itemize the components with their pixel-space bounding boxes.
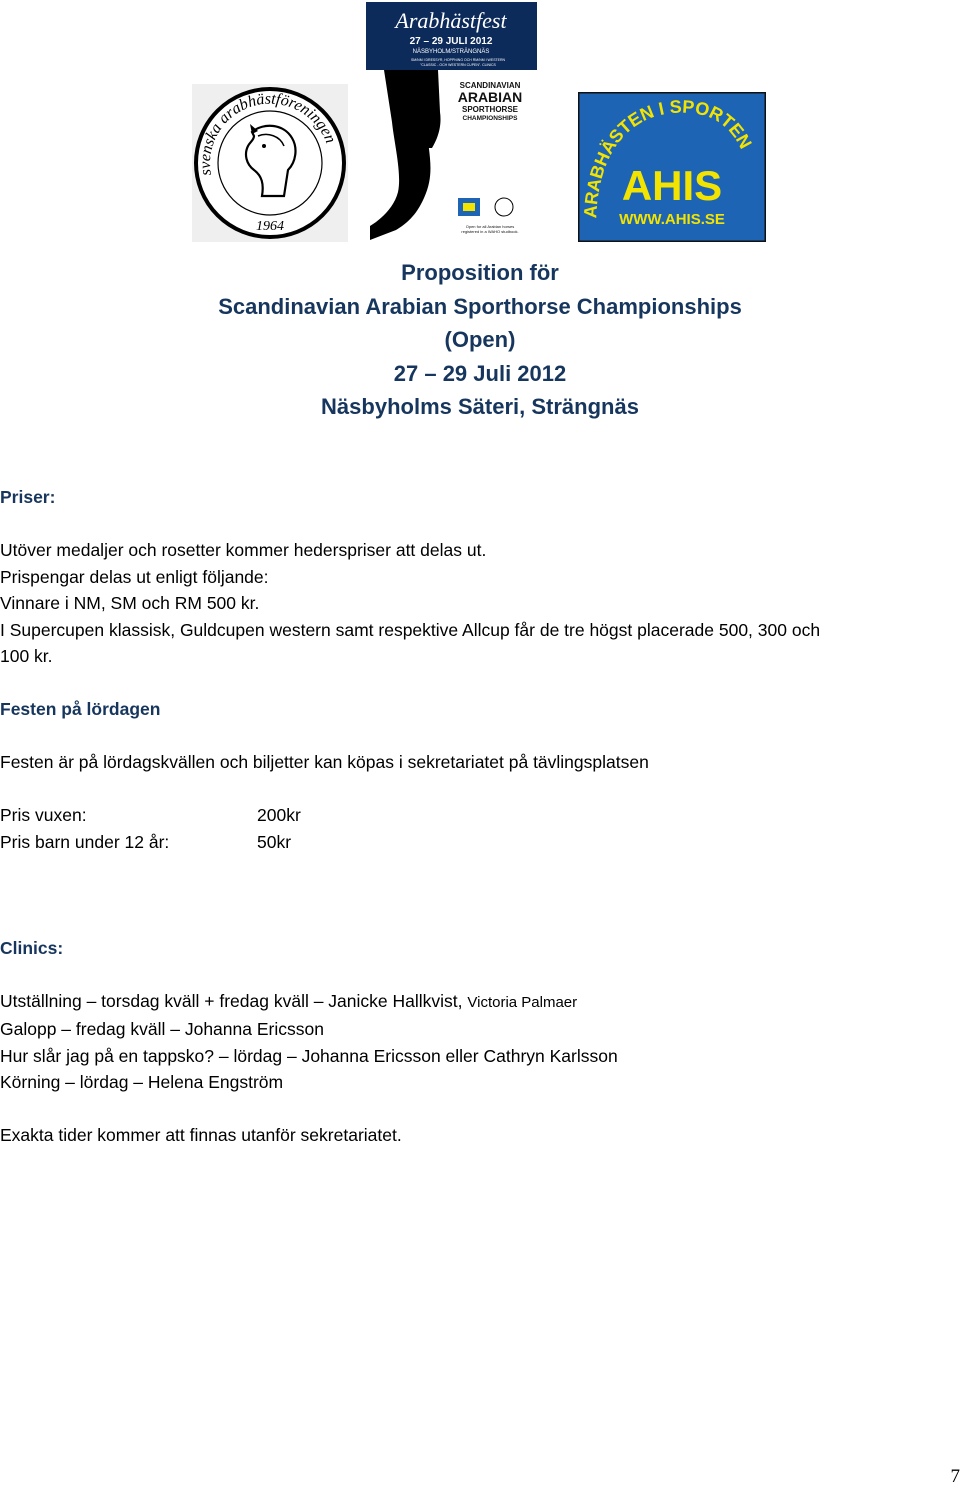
svg-text:Arabhästfest: Arabhästfest bbox=[395, 8, 507, 33]
title-line-dates: 27 – 29 Juli 2012 bbox=[393, 360, 567, 386]
svg-text:SPORTHORSE: SPORTHORSE bbox=[461, 105, 519, 114]
title-line-championship: Scandinavian Arabian Sporthorse Championships bbox=[218, 293, 742, 319]
clinic-utstallning-text: Utställning – torsdag kväll + fredag kväll – Janicke Hallkvist, bbox=[0, 990, 468, 1011]
page-number: 7 bbox=[950, 1466, 960, 1487]
svg-text:ARABIAN: ARABIAN bbox=[457, 89, 523, 105]
svg-text:CHAMPIONSHIPS: CHAMPIONSHIPS bbox=[462, 115, 518, 122]
prizes-text-4: I Supercupen klassisk, Guldcupen western samt respektive Allcup får de tre högst placerade 500, 300 och bbox=[0, 619, 821, 640]
party-heading: Festen på lördagen bbox=[0, 699, 161, 719]
clinic-item-galopp: Galopp – fredag kväll – Johanna Ericsson bbox=[0, 1019, 324, 1039]
svg-text:Open for all Arabian horses: Open for all Arabian horses bbox=[465, 224, 515, 229]
svg-text:WWW.AHIS.SE: WWW.AHIS.SE bbox=[619, 211, 725, 228]
clinic-item-korning: Körning – lördag – Helena Engström bbox=[0, 1072, 284, 1092]
child-price-label: Pris barn under 12 år: bbox=[0, 831, 170, 852]
svg-text:registered in a WAHO studbook.: registered in a WAHO studbook. bbox=[461, 229, 519, 234]
svg-text:SCANDINAVIAN: SCANDINAVIAN bbox=[459, 81, 521, 90]
svenska-arabhastforeningen-logo bbox=[192, 84, 348, 242]
svg-text:svenska arabhästföreningen: svenska arabhästföreningen bbox=[196, 90, 339, 177]
adult-price-row bbox=[0, 802, 960, 829]
party-text: Festen är på lördagskvällen och biljetter kan köpas i sekretariatet på tävlingsplatsen bbox=[0, 752, 649, 772]
clinic-item-tappsko: Hur slår jag på en tappsko? – lördag – Johanna Ericsson eller Cathryn Karlsson bbox=[0, 1045, 618, 1066]
document-body bbox=[0, 484, 960, 1149]
clinic-item-utstallning bbox=[0, 988, 960, 1017]
adult-price-value: 200kr bbox=[257, 805, 301, 825]
title-line-open: (Open) bbox=[444, 327, 516, 352]
title-line-venue: Näsbyholms Säteri, Strängnäs bbox=[321, 394, 639, 419]
adult-price-label: Pris vuxen: bbox=[0, 805, 87, 825]
ahis-logo bbox=[578, 92, 766, 242]
svg-text:NÄSBYHOLM/STRÄNGNÄS: NÄSBYHOLM/STRÄNGNÄS bbox=[412, 49, 490, 55]
proposition-title bbox=[0, 256, 960, 424]
prizes-text-3: Vinnare i NM, SM och RM 500 kr. bbox=[0, 593, 260, 613]
svg-text:AHIS: AHIS bbox=[621, 162, 723, 209]
svg-text:27 – 29 JULI 2012: 27 – 29 JULI 2012 bbox=[409, 36, 493, 47]
svg-text:"CLASSIC - OCH WESTERN CUPEN".: "CLASSIC - OCH WESTERN CUPEN". CLINICS bbox=[420, 63, 496, 67]
title-line-proposition: Proposition för bbox=[401, 260, 559, 285]
child-price-row bbox=[0, 829, 960, 856]
prizes-text-5: 100 kr. bbox=[0, 646, 53, 666]
svg-text:ARABHÄSTEN I SPORTEN: ARABHÄSTEN I SPORTEN bbox=[580, 96, 756, 219]
prizes-text-2: Prispengar delas ut enligt följande: bbox=[0, 566, 269, 587]
svg-text:SM/NM I DRESSYR, HOPPNING OCH: SM/NM I DRESSYR, HOPPNING OCH RM/NM I WESTERN bbox=[410, 58, 506, 62]
clinics-note: Exakta tider kommer att finnas utanför sekretariatet. bbox=[0, 1125, 402, 1145]
clinic-utstallning-instructor: Victoria Palmaer bbox=[467, 993, 578, 1011]
arabhastfest-poster-logo bbox=[366, 2, 537, 242]
prizes-heading: Priser: bbox=[0, 487, 56, 507]
svg-text:1964: 1964 bbox=[256, 219, 284, 234]
clinics-heading: Clinics: bbox=[0, 937, 64, 958]
prizes-text-1: Utöver medaljer och rosetter kommer hederspriser att delas ut. bbox=[0, 540, 487, 560]
child-price-value: 50kr bbox=[257, 831, 292, 852]
